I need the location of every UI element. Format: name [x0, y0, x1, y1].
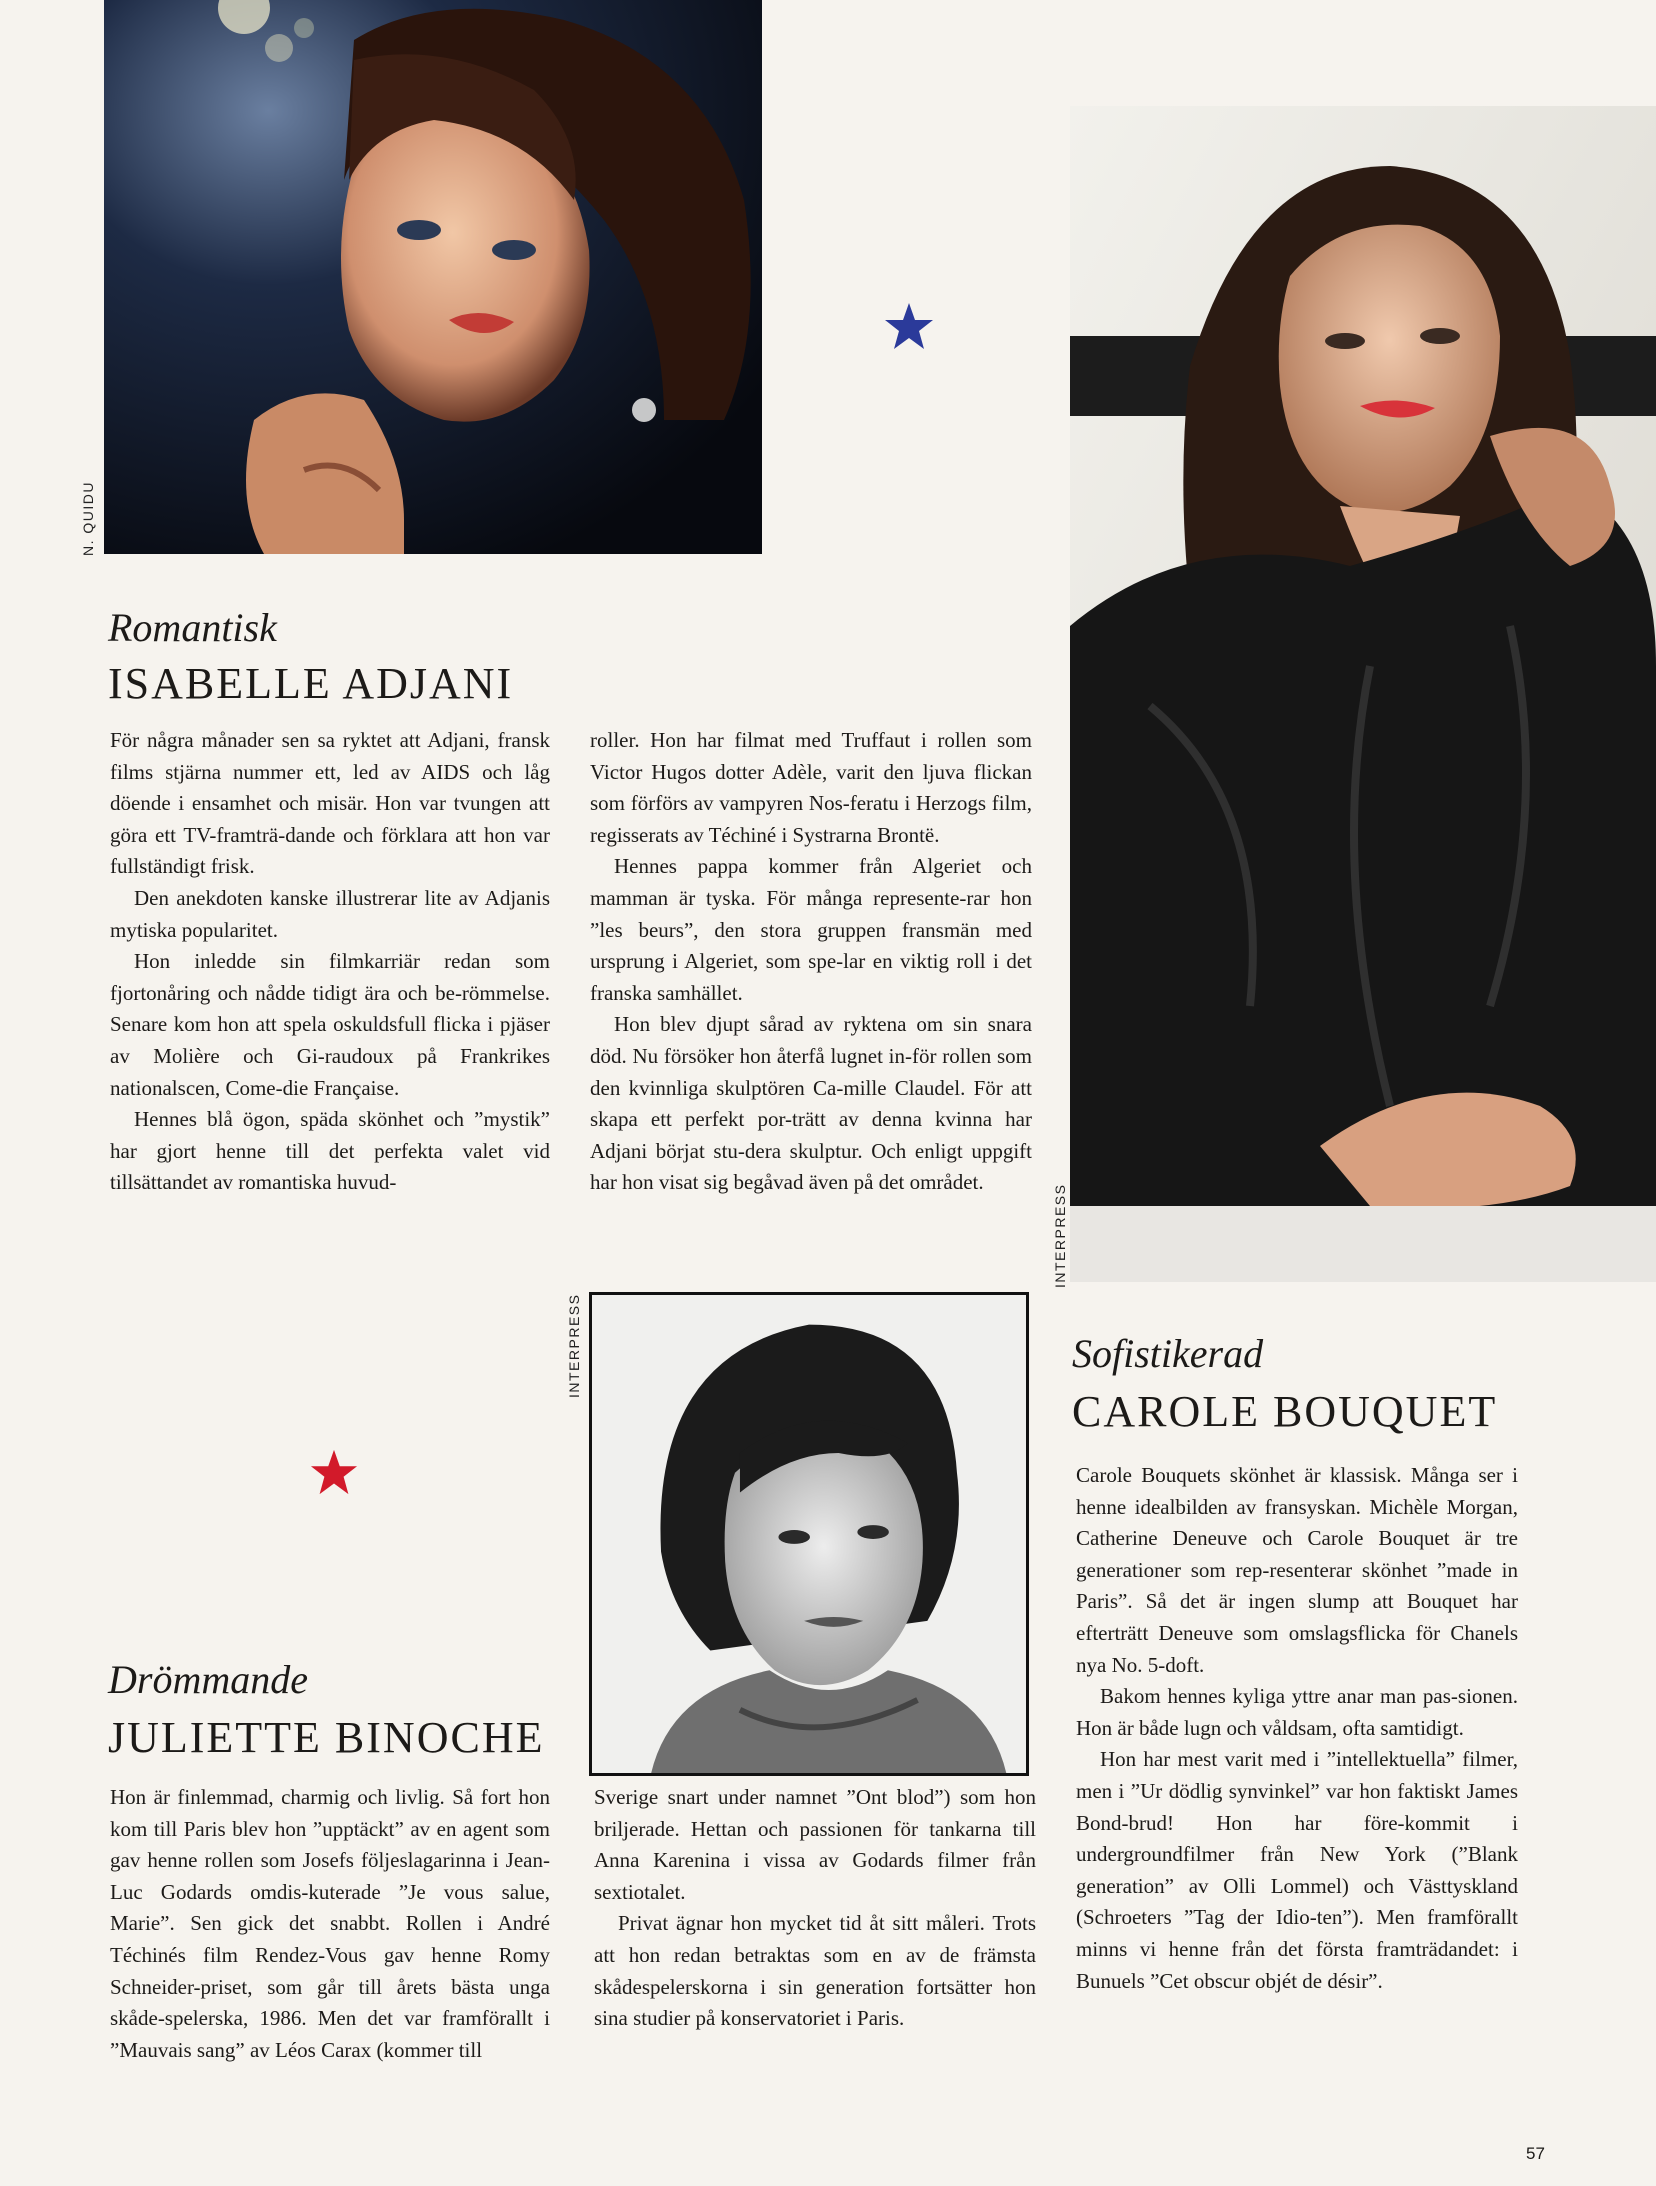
binoche-paragraph: Privat ägnar hon mycket tid åt sitt måleri. Trots att hon redan betraktas som en av de främsta skådespelerskorna i sin generation fortsätter hon sina studier på konservatoriet i Paris.: [594, 1911, 1036, 2031]
adjani-column-1: [110, 725, 550, 1199]
bouquet-name: CAROLE BOUQUET: [1072, 1387, 1498, 1436]
adjani-paragraph: roller. Hon har filmat med Truffaut i rollen som Victor Hugos dotter Adèle, varit den ljuva flickan som förförs av vampyren Nos-feratu i Herzogs film, regisserats av Téchiné i Systrarna Brontë.: [590, 728, 1032, 847]
binoche-column-2: [594, 1782, 1036, 2035]
adjani-column-2: [590, 725, 1032, 1199]
binoche-column-1: [110, 1782, 550, 2066]
adjani-paragraph: Den anekdoten kanske illustrerar lite av Adjanis mytiska popularitet.: [110, 885, 550, 942]
adjani-paragraph: Hon inledde sin filmkarriär redan som fjortonåring och nådde tidigt ära och be-römmelse. Senare kom hon att spela oskuldsfull flicka i pjäser av Molière och Gi-raudoux på Frankrikes nationalscen, Come-die Française.: [110, 949, 550, 1100]
adjani-paragraph: Hon blev djupt sårad av ryktena om sin snara död. Nu försöker hon återfå lugnet in-för rollen som den kvinnliga skulptören Ca-mille Claudel. För att skapa ett perfekt por-trätt av denna kvinna har Adjani börjat stu-dera skulptur. Och enligt uppgift har hon visat sig begåvad även på det området.: [590, 1012, 1032, 1195]
bouquet-kicker: Sofistikerad: [1072, 1331, 1264, 1376]
binoche-photo: [589, 1292, 1029, 1776]
bouquet-paragraph: Carole Bouquets skönhet är klassisk. Många ser i henne idealbilden av fransyskan. Michèle Morgan, Catherine Deneuve och Carole Bouquet är tre generationer som rep-resenterar skönhet ”made in Paris”. Så det är ingen slump att Bouquet har efterträtt Deneuve som omslagsflicka för Chanels nya No. 5-doft.: [1076, 1463, 1518, 1677]
bouquet-column: [1076, 1460, 1518, 1997]
adjani-photo: [104, 0, 762, 554]
binoche-kicker: Drömmande: [108, 1657, 308, 1702]
adjani-paragraph: Hennes pappa kommer från Algeriet och mamman är tyska. För många represente-rar hon ”les beurs”, den stora gruppen fransmän med ursprung i Algeriet, som spe-lar en viktig roll i det franska samhället.: [590, 854, 1032, 1005]
bouquet-photo-credit: INTERPRESS: [1052, 1183, 1068, 1288]
adjani-photo-credit: N. QUIDU: [80, 481, 96, 556]
bouquet-paragraph: Bakom hennes kyliga yttre anar man pas-sionen. Hon är både lugn och våldsam, ofta samtidigt.: [1076, 1684, 1518, 1740]
red-star-icon: [310, 1448, 358, 1496]
page-number: 57: [1526, 2144, 1545, 2163]
binoche-name: JULIETTE BINOCHE: [108, 1713, 545, 1762]
adjani-kicker: Romantisk: [108, 605, 277, 650]
adjani-paragraph: Hennes blå ögon, späda skönhet och ”mystik” har gjort henne till det perfekta valet vid tillsättandet av romantiska huvud-: [110, 1107, 550, 1195]
bouquet-paragraph: Hon har mest varit med i ”intellektuella” filmer, men i ”Ur dödlig synvinkel” var hon faktiskt James Bond-brud! Hon har före-kommit i undergroundfilmer från New York (”Blank generation” av Olli Lommel) och Västtyskland (Schroeters ”Tag der Idio-ten”). Men framförallt minns vi henne från det första framträdandet: i Bunuels ”Cet obscur objét de désir”.: [1076, 1747, 1518, 1993]
binoche-paragraph: Sverige snart under namnet ”Ont blod”) som hon briljerade. Hettan och passionen för tankarna till Anna Karenina i vissa av Godards filmer från sextiotalet.: [594, 1785, 1036, 1904]
blue-star-icon: [884, 301, 934, 351]
adjani-paragraph: För några månader sen sa ryktet att Adjani, fransk films stjärna nummer ett, led av AIDS och låg döende i ensamhet och misär. Hon var tvungen att göra ett TV-framträ-dande och förklara att hon var fullständigt frisk.: [110, 728, 550, 879]
adjani-name: ISABELLE ADJANI: [108, 659, 514, 708]
binoche-photo-credit: INTERPRESS: [566, 1293, 582, 1398]
binoche-paragraph: Hon är finlemmad, charmig och livlig. Så fort hon kom till Paris blev hon ”upptäckt” av en agent som gav henne rollen som Josefs följeslagarinna i Jean-Luc Godards omdis-kuterade ”Je vous salue, Marie”. Sen gick det snabbt. Rollen i André Téchinés film Rendez-Vous gav henne Romy Schneider-priset, som går till årets bästa unga skåde-spelerska, 1986. Men det var framförallt i ”Mauvais sang” av Léos Carax (kommer till: [110, 1785, 550, 2062]
bouquet-photo: [1070, 106, 1656, 1282]
